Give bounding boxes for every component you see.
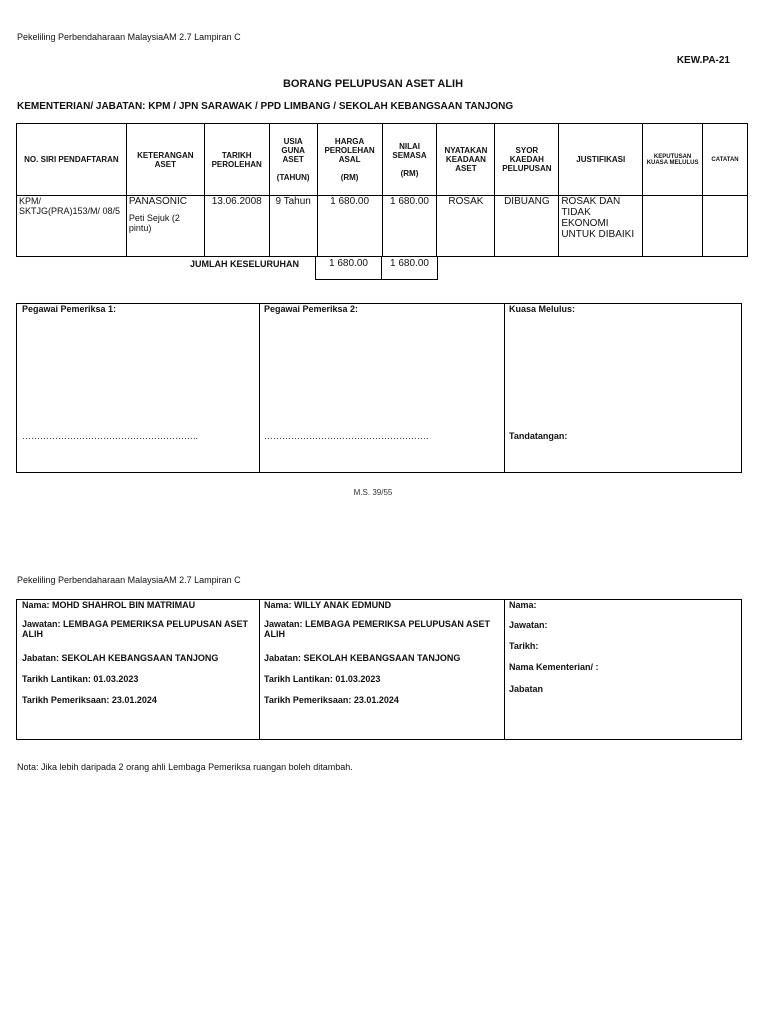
col-keputusan: KEPUTUSAN KUASA MELULUS [643, 124, 703, 196]
p2-nama: Nama: WILLY ANAK EDMUND [264, 600, 392, 610]
form-code: KEW.PA-21 [676, 55, 730, 66]
kuasa-kementerian: Nama Kementerian/ : [509, 662, 599, 672]
p1-pemeriksaan: Tarikh Pemeriksaan: 23.01.2024 [22, 695, 157, 705]
ministry-line: KEMENTERIAN/ JABATAN: KPM / JPN SARAWAK / PPD LIMBANG / SEKOLAH KEBANGSAAN TANJONG [17, 101, 514, 112]
cell-nilai: 1 680.00 [382, 196, 437, 257]
form-title: BORANG PELUPUSAN ASET ALIH [282, 78, 464, 90]
total-label: JUMLAH KESELURUHAN [190, 259, 300, 269]
pemeriksa-1-label: Pegawai Pemeriksa 1: [22, 304, 117, 314]
cell-harga: 1 680.00 [317, 196, 382, 257]
total-harga: 1 680.00 [315, 256, 382, 280]
cell-keterangan: PANASONIC Peti Sejuk (2 pintu) [126, 196, 204, 257]
col-keterangan: KETERANGAN ASET [126, 124, 204, 196]
signature-line-1: ………………………………………………….. [22, 431, 199, 441]
signature-line-2: ………………………………………………. [264, 431, 429, 441]
officer-divider [259, 600, 260, 739]
kuasa-nama: Nama: [509, 600, 537, 610]
cell-justifikasi: ROSAK DAN TIDAK EKONOMI UNTUK DIBAIKI [559, 196, 643, 257]
pemeriksa-2-label: Pegawai Pemeriksa 2: [264, 304, 359, 314]
col-justifikasi: JUSTIFIKASI [559, 124, 643, 196]
table-row [17, 196, 748, 257]
cell-syor: DIBUANG [495, 196, 559, 257]
signature-divider [259, 304, 260, 472]
officer-info-box [16, 599, 742, 740]
circular-reference: Pekeliling Perbendaharaan MalaysiaAM 2.7 Lampiran C [17, 32, 241, 42]
cell-keadaan: ROSAK [437, 196, 495, 257]
page-number: M.S. 39/55 [353, 488, 393, 497]
p2-lantikan: Tarikh Lantikan: 01.03.2023 [264, 674, 381, 684]
p2-jabatan: Jabatan: SEKOLAH KEBANGSAAN TANJONG [264, 653, 461, 663]
signature-box [16, 303, 742, 473]
col-nilai: NILAI SEMASA (RM) [382, 124, 437, 196]
p1-jabatan: Jabatan: SEKOLAH KEBANGSAAN TANJONG [22, 653, 219, 663]
col-keadaan: NYATAKAN KEADAAN ASET [437, 124, 495, 196]
cell-no-siri: KPM/ SKTJG(PRA)153/M/ 08/5 [17, 196, 127, 257]
table-header-row [17, 124, 748, 196]
p1-lantikan: Tarikh Lantikan: 01.03.2023 [22, 674, 139, 684]
total-nilai: 1 680.00 [381, 256, 438, 280]
col-no-siri: NO. SIRI PENDAFTARAN [17, 124, 127, 196]
cell-tarikh: 13.06.2008 [204, 196, 269, 257]
signature-divider [504, 304, 505, 472]
col-syor: SYOR KAEDAH PELUPUSAN [495, 124, 559, 196]
p2-jawatan: Jawatan: LEMBAGA PEMERIKSA PELUPUSAN ASET ALIH [264, 619, 491, 639]
col-harga: HARGA PEROLEHAN ASAL (RM) [317, 124, 382, 196]
cell-usia: 9 Tahun [269, 196, 317, 257]
p1-nama: Nama: MOHD SHAHROL BIN MATRIMAU [22, 600, 196, 610]
tandatangan-label: Tandatangan: [509, 431, 568, 441]
footnote: Nota: Jika lebih daripada 2 orang ahli Lembaga Pemeriksa ruangan boleh ditambah. [17, 762, 353, 772]
kuasa-jabatan: Jabatan [509, 684, 544, 694]
kuasa-melulus-label: Kuasa Melulus: [509, 304, 576, 314]
asset-table [16, 123, 748, 257]
col-catatan: CATATAN [703, 124, 748, 196]
p1-jawatan: Jawatan: LEMBAGA PEMERIKSA PELUPUSAN ASET ALIH [22, 619, 249, 639]
circular-reference-2: Pekeliling Perbendaharaan MalaysiaAM 2.7 Lampiran C [17, 575, 241, 585]
officer-divider [504, 600, 505, 739]
cell-keputusan [643, 196, 703, 257]
cell-catatan [703, 196, 748, 257]
kuasa-jawatan: Jawatan: [509, 620, 548, 630]
kuasa-tarikh: Tarikh: [509, 641, 539, 651]
col-usia: USIA GUNA ASET (TAHUN) [269, 124, 317, 196]
col-tarikh: TARIKH PEROLEHAN [204, 124, 269, 196]
p2-pemeriksaan: Tarikh Pemeriksaan: 23.01.2024 [264, 695, 399, 705]
